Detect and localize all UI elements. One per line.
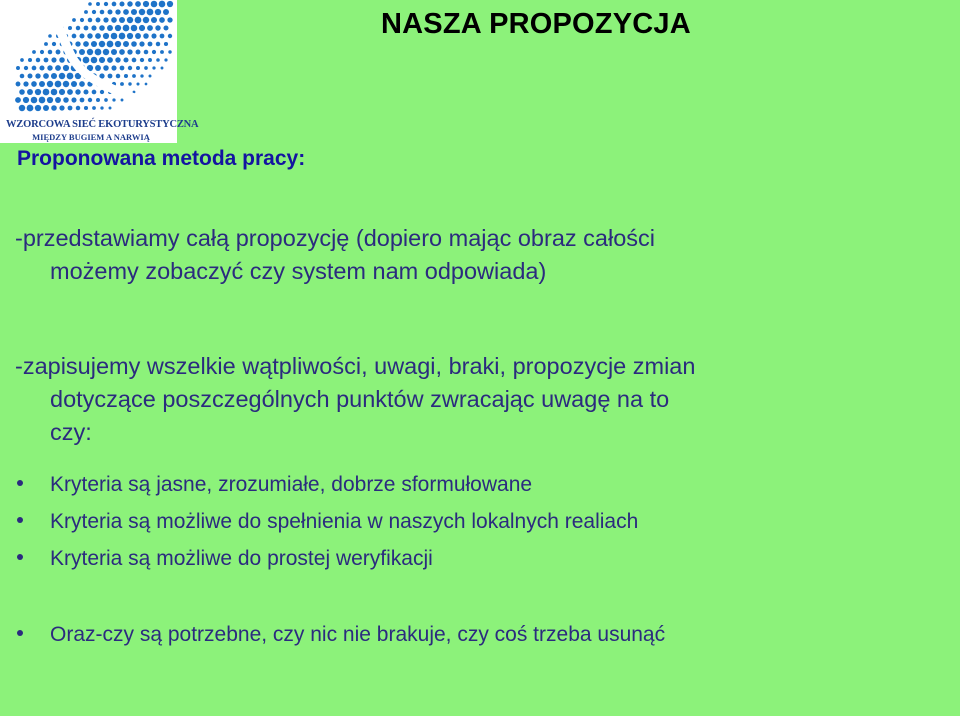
logo-dot xyxy=(79,81,85,87)
logo-dot xyxy=(160,50,164,54)
logo-dot xyxy=(152,66,155,69)
logo-dot xyxy=(128,82,131,85)
paragraph-1-line2: możemy zobaczyć czy system nam odpowiada) xyxy=(50,258,547,284)
logo-dot xyxy=(159,17,165,23)
logo-dot xyxy=(127,33,133,39)
logo-dot xyxy=(164,58,167,61)
logo-dot xyxy=(139,9,145,15)
logo-dot xyxy=(88,18,93,23)
logo-dot xyxy=(95,49,102,56)
logo-dot xyxy=(148,42,153,47)
logo-dot xyxy=(48,50,53,55)
logo-dot xyxy=(67,73,74,80)
logo-dot xyxy=(151,1,158,8)
logo-dot xyxy=(123,41,129,47)
logo-dot xyxy=(72,18,76,22)
logo-dot xyxy=(167,1,173,7)
logo-dot xyxy=(84,106,88,110)
logo-dot xyxy=(83,57,90,64)
list-item xyxy=(17,509,638,535)
logo-dot xyxy=(23,97,29,103)
logo-dot xyxy=(100,10,105,15)
logo-dot xyxy=(56,50,61,55)
logo-dot xyxy=(112,98,115,101)
logo-dot xyxy=(55,97,61,103)
logo-dot xyxy=(123,57,128,62)
logo-dot xyxy=(63,65,69,71)
logo-dot xyxy=(68,106,73,111)
logo-dot xyxy=(16,66,20,70)
logo-dot xyxy=(143,1,149,7)
logo-dot xyxy=(163,25,168,30)
logo-dot xyxy=(103,65,109,71)
logo-dot xyxy=(63,97,69,103)
logo-dot xyxy=(164,42,168,46)
logo-dot xyxy=(148,58,152,62)
list-item-text: Oraz-czy są potrzebne, czy nic nie brakuje, czy coś trzeba usunąć xyxy=(50,623,666,646)
logo-dot xyxy=(119,1,124,6)
logo-dot xyxy=(71,97,76,102)
logo-dot xyxy=(132,58,137,63)
logo-dot xyxy=(39,65,44,70)
logo-dot xyxy=(84,26,89,31)
logo-dot xyxy=(155,9,161,15)
bullet-icon xyxy=(17,630,23,636)
logo-dot xyxy=(100,90,104,94)
logo-dot xyxy=(119,33,126,40)
logo-dot xyxy=(32,66,37,71)
logo-dot xyxy=(99,57,105,63)
logo-dot xyxy=(48,34,52,38)
logo-dot xyxy=(168,34,172,38)
paragraph-2 xyxy=(15,350,945,449)
logo-dot xyxy=(95,65,101,71)
logo-dot xyxy=(71,81,77,87)
logo-dot xyxy=(72,34,77,39)
logo-dot xyxy=(135,17,142,24)
logo-dot xyxy=(92,106,96,110)
bullet-icon xyxy=(17,554,23,560)
logo-dot xyxy=(32,50,36,54)
logo-dot xyxy=(19,105,25,111)
logo-dot xyxy=(51,89,58,96)
logo-dot xyxy=(76,26,80,30)
subtitle: Proponowana metoda pracy: xyxy=(17,147,306,170)
logo-dot xyxy=(75,41,80,46)
logo-dot xyxy=(107,57,113,63)
logo-dot xyxy=(99,41,105,47)
logo-dot xyxy=(127,17,133,23)
logo-dot xyxy=(111,33,118,40)
logo-dot xyxy=(168,50,171,53)
logo-dot xyxy=(63,81,69,87)
logo-dot xyxy=(88,2,92,6)
logo-dot xyxy=(80,98,85,103)
logo-dot xyxy=(15,97,21,103)
logo-dot xyxy=(43,105,49,111)
logo-dot xyxy=(127,1,132,6)
logo-dot xyxy=(75,89,80,94)
logo-dot xyxy=(76,106,80,110)
logo-dot xyxy=(96,2,100,6)
logo-dot xyxy=(143,17,149,23)
logo-dot xyxy=(112,2,117,7)
logo-dot xyxy=(83,89,88,94)
logo-dot xyxy=(161,67,164,70)
logo-dot xyxy=(23,81,28,86)
logo-dot xyxy=(147,9,154,16)
logo-dot xyxy=(140,58,144,62)
logo-dot xyxy=(144,50,149,55)
list-item xyxy=(17,622,665,648)
logo-dot xyxy=(152,50,156,54)
logo-dot xyxy=(51,73,57,79)
logo-dot xyxy=(31,97,38,104)
logo-dot xyxy=(84,10,88,14)
page-title: NASZA PROPOZYCJA xyxy=(381,8,691,40)
logo-dot xyxy=(27,105,34,112)
logo-dots-graphic xyxy=(0,0,177,118)
logo-dot xyxy=(16,82,21,87)
logo-dot xyxy=(156,42,160,46)
logo-dot xyxy=(127,49,132,54)
logo-dot xyxy=(135,1,141,7)
logo-dot xyxy=(167,17,172,22)
logo-dot xyxy=(51,57,56,62)
logo-dot xyxy=(149,75,152,78)
logo-dot xyxy=(44,42,48,46)
logo-dot xyxy=(160,34,165,39)
logo-dot xyxy=(151,33,156,38)
logo-dot xyxy=(79,33,84,38)
logo-dot xyxy=(104,2,108,6)
logo-dot xyxy=(103,49,109,55)
logo-dot xyxy=(28,58,32,62)
logo-dot xyxy=(87,49,93,55)
logo-dot xyxy=(107,41,114,48)
logo-dot xyxy=(163,9,169,15)
logo-dot xyxy=(55,65,61,71)
logo-dot xyxy=(87,33,92,38)
paragraph-2-line1: -zapisujemy wszelkie wątpliwości, uwagi, braki, propozycje zmian xyxy=(15,353,696,379)
logo-dot xyxy=(136,50,141,55)
logo-dot xyxy=(151,17,157,23)
logo-dot xyxy=(68,26,72,30)
logo-dot xyxy=(104,98,108,102)
logo-dot xyxy=(24,66,28,70)
logo-dot xyxy=(79,49,85,55)
logo-dot xyxy=(131,9,137,15)
logo-dot xyxy=(80,18,84,22)
logo-text-line2: MIĘDZY BUGIEM A NARWIĄ xyxy=(32,132,150,142)
list-item-text: Kryteria są możliwe do prostej weryfikacji xyxy=(50,547,433,570)
list-item xyxy=(17,472,532,498)
logo-dot xyxy=(120,82,124,86)
logo-dot xyxy=(111,17,117,23)
logo-dot xyxy=(59,89,65,95)
paragraph-2-line3: czy: xyxy=(50,419,92,445)
logo-dot xyxy=(88,98,92,102)
logo-dot xyxy=(20,58,24,62)
logo-dot xyxy=(116,74,120,78)
logo-dot xyxy=(51,105,57,111)
logo-dot xyxy=(159,1,166,8)
logo-dot xyxy=(108,74,113,79)
logo-dot xyxy=(39,97,46,104)
paragraph-2-line2: dotyczące poszczególnych punktów zwracając uwagę na to xyxy=(50,386,670,412)
logo-dot xyxy=(28,74,33,79)
logo-dot xyxy=(35,105,41,111)
logo-dot xyxy=(143,33,149,39)
logo-dot xyxy=(47,81,53,87)
logo-dot xyxy=(120,66,125,71)
logo-dot xyxy=(139,25,145,31)
paragraph-1-line1: -przedstawiamy całą propozycję (dopiero mając obraz całości xyxy=(15,225,655,251)
paragraph-1 xyxy=(15,222,945,288)
logo-dot xyxy=(35,89,41,95)
logo-dot xyxy=(59,57,65,63)
logo-dot xyxy=(132,74,136,78)
logo-dot xyxy=(20,74,25,79)
logo-dot xyxy=(144,66,148,70)
logo-dot xyxy=(103,17,108,22)
logo-dot xyxy=(83,41,89,47)
logo-dot xyxy=(147,25,153,31)
logo-dot xyxy=(96,18,101,23)
logo-dot xyxy=(111,65,116,70)
logo-dot xyxy=(27,89,33,95)
logo xyxy=(0,0,199,143)
logo-dot xyxy=(115,9,120,14)
logo-dot xyxy=(115,57,120,62)
logo-dot xyxy=(91,41,97,47)
logo-dot xyxy=(52,42,56,46)
logo-dot xyxy=(145,83,148,86)
logo-dot xyxy=(139,41,144,46)
logo-dot xyxy=(155,25,160,30)
logo-dot xyxy=(123,9,129,15)
logo-dot xyxy=(108,10,113,15)
logo-dot xyxy=(103,33,109,39)
logo-dot xyxy=(99,25,105,31)
list-item xyxy=(17,546,433,572)
logo-dot xyxy=(67,89,73,95)
logo-dot xyxy=(59,105,64,110)
logo-dot xyxy=(100,106,103,109)
logo-dot xyxy=(131,25,138,32)
list-item-text: Kryteria są jasne, zrozumiałe, dobrze sformułowane xyxy=(50,473,533,496)
logo-dot xyxy=(109,107,112,110)
logo-dot xyxy=(111,49,117,55)
logo-dot xyxy=(47,65,52,70)
logo-dot xyxy=(95,33,101,39)
logo-dot xyxy=(40,50,44,54)
logo-dot xyxy=(121,99,124,102)
logo-dot xyxy=(123,25,130,32)
logo-dot xyxy=(115,25,121,31)
list-item-text: Kryteria są możliwe do spełnienia w naszych lokalnych realiach xyxy=(50,510,639,533)
logo-dot xyxy=(92,90,97,95)
logo-dot xyxy=(140,74,143,77)
logo-dot xyxy=(92,10,96,14)
logo-dot xyxy=(31,81,37,87)
bullet-icon xyxy=(17,517,23,523)
logo-dot xyxy=(128,66,132,70)
logo-dot xyxy=(35,73,40,78)
logo-dot xyxy=(91,25,96,30)
logo-dot xyxy=(39,81,45,87)
logo-dot xyxy=(136,66,140,70)
bullet-icon xyxy=(17,480,23,486)
logo-dot xyxy=(43,73,49,79)
logo-dot xyxy=(135,33,141,39)
logo-dot xyxy=(91,57,98,64)
logo-dot xyxy=(107,25,113,31)
logo-dot xyxy=(96,98,100,102)
logo-text-line1: WZORCOWA SIEĆ EKOTURYSTYCZNA xyxy=(6,119,199,130)
logo-dot xyxy=(156,58,160,62)
logo-dot xyxy=(119,49,125,55)
logo-dot xyxy=(44,58,49,63)
logo-dot xyxy=(131,41,137,47)
logo-dot xyxy=(59,73,65,79)
logo-dot xyxy=(124,74,128,78)
logo-dot xyxy=(43,89,50,96)
logo-dot xyxy=(19,89,25,95)
logo-dot xyxy=(36,58,40,62)
logo-dot xyxy=(55,81,62,88)
logo-dot xyxy=(119,17,125,23)
logo-dot xyxy=(115,41,121,47)
logo-dot xyxy=(136,82,139,85)
logo-dot xyxy=(47,97,53,103)
